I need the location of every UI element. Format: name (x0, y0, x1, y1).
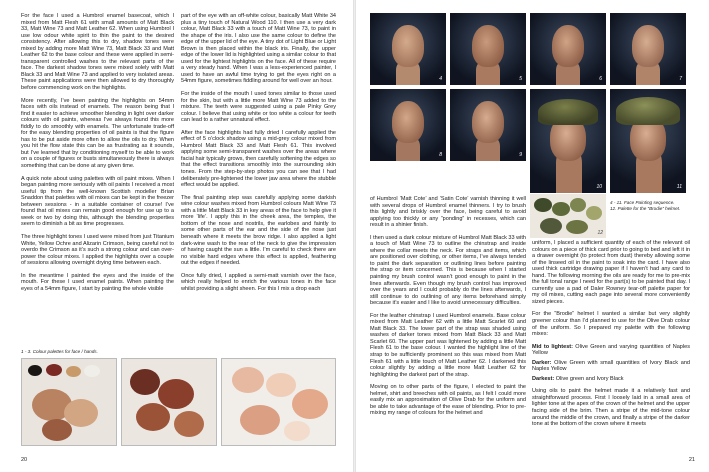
left-column-1 (21, 13, 174, 298)
mix-label: Mid to lightest: (532, 343, 573, 350)
mix-text: Olive Green and varying quantities of Naples Yellow (532, 343, 690, 357)
paragraph: More recently, I’ve been painting the highlights on 54mm faces with oils instead of enamels. The reason being that I find it easier to achieve smoother blending in light over darker colours with oil paints, whereas I’ve always found this more fiddly to do smoothly with enamels. The unfortunate trade-off for the easy blending properties of oil paints is that the figure has to be put aside more often to allow the oils to dry. When you hit the flow state this can be as frustrating as it sounds, but I’ve learned that by conditioning myself to be able to work on a couple of figures or busts simultaneously there is always something that can be done at any given time. (21, 97, 174, 170)
paragraph: For the inside of the mouth I used tones similar to those used for the skin, but with a little more Matt Wine 73 added to the mixture. The teeth were suggested using a pale Pinky Grey colour. I believe that using white or too white a colour for teeth can lead to a rather unnatural effect. (181, 91, 336, 124)
paint-blob (42, 419, 72, 441)
figure-caption: 4 - 11. Face Painting sequence. 12. Palette for the “Brodie” helmet. (610, 200, 681, 211)
paragraph: I then used a dark colour mixture of Humbrol Matt Black 33 with a touch of Matt Wine 73 to outline the chinstrap and inside where the collar meets the neck. For straps and items, which are positioned over clothing, or other items, I’ve always tended to paint the dark separation or outlining lines before painting the strap or item concerned. This is because when I started painting my brush control wasn’t good enough to paint in the lines afterwards. Even though my brush control has improved over the years and I could probably do the lines afterwards, I still continue to do outlining of any items beforehand simply because it’s easier and I like to avoid unnecessary difficulties. (370, 234, 526, 307)
paragraph: Moving on to other parts of the figure, I elected to paint the helmet, shirt and breeches with oil paints, as I felt I could more easily mix an approximation of Olive Drab for the uniform and be able to take advantage of the ease of blending. Prior to pre-mixing my range of colours for the helmet and (370, 384, 526, 417)
face-photo-4: 4 (370, 13, 446, 85)
paragraph: For the “Brodie” helmet I wanted a similar but very slightly greener colour than I’d planned to use for the Olive Drab colour of the uniform. So I prepared my palette with the following mixes: (532, 311, 690, 338)
helmet-palette-photo: 12 (530, 194, 606, 238)
paint-blob (28, 365, 42, 376)
paragraph: Using oils to paint the helmet made it a relatively fast and straightforward process. First I loosely laid in a small area of lighter tone at the apex of the crown of the helmet and the upper facing side of the brim. Then a stripe of the mid-tone colour around the middle of the crown, and finally a stripe of the darker tone at the bottom of the crown where it meets (532, 388, 690, 428)
paint-blob (240, 405, 280, 435)
mix-item (532, 360, 690, 373)
paragraph: A quick note about using palettes with oil paint mixes. When I began painting more seriously with oil paints I received a most useful tip from the well-known Scottish modeller Brian Snaddon that palettes with oil mixes can be kept in the freezer between sessions - in a suitable container of course! I’ve found that oil mixes can remain good enough for use up to a week or two by doing this, although the blending properties seem to diminish a bit as time progresses. (21, 175, 174, 228)
mix-text: Olive green and Ivory Black (555, 375, 624, 382)
paragraph: The three highlight tones I used were mixed from just Titanium White, Yellow Ochre and Alizarin Crimson, being careful not to overdo the Crimson as it’s such a strong colour and can over-power the colour mixes. I applied the highlights over a couple of sessions allowing overnight drying time between each. (21, 233, 174, 267)
paint-blob (570, 198, 586, 212)
paint-blob (552, 202, 570, 216)
palette-photo-2 (121, 358, 217, 446)
mix-item (532, 376, 690, 383)
paragraph: part of the eye with an off-white colour, basically Matt White 34 plus a tiny touch of Natural Wood 110. I then use a very dark colour, Matt Black 33 with a touch of Matt Wine 73, to paint in the shape of the iris. I also use the same colour to define the edge of the upper lid of the eye. A tiny dot of Light Blue or Light Brown is then placed within the black iris. Finally, the upper edge of the lower lid is highlighted using a similar colour to that used for the lightest highlights on the face. All of these require a very steady hand. When I was a less-experienced painter, I used to have an awful time trying to get the eyes right on a 54mm figure, sometimes fiddling around for well over an hour. (181, 13, 336, 85)
page-number: 20 (21, 457, 28, 463)
paint-blob (84, 365, 100, 377)
paragraph: For the face I used a Humbrol enamel basecoat, which I mixed from Matt Flesh 61 with small amounts of Matt Black 33, Matt Wine 73 and Matt Leather 62. When using Humbrol I use low odour white spirit to thin the paint to the desired consistency. After allowing this to dry, shadow tones were mixed by adding more Matt Wine 73, Matt Black 33 and Matt Leather 62 to the base colour and these were applied in semi-transparent controlled washes to the relevant parts of the face. The darkest shadow tones were mixed solely with Matt Black 33 and Matt Wine 73 and applied to very isolated areas. These paint applications were then allowed to dry thoroughly before commencing work on the highlights. (21, 13, 174, 92)
paint-blob (566, 220, 588, 234)
paint-blob (232, 367, 264, 393)
right-column-2 (532, 240, 690, 434)
right-column-1 (370, 196, 526, 423)
palette-photo-1 (21, 358, 117, 446)
figure-caption: 1 - 3. Colour palettes for face / hands. (21, 349, 98, 354)
paragraph: The final painting step was carefully applying some darkish wine colour washes mixed from Humbrol colours Matt Wine 73 with a little Matt Black 33 in key areas of the face to help give it more ‘life’. I apply this in the cheek area, the temples, the bottom of the nose and nostrils, the earlobes and faintly to some other parts of the ear and the side of the nose just beneath where it meets the brow ridge. I also applied a light dark-wine wash to the rear of the neck to give the impression of having caught the sun a little. I’m careful to check there are no visible hard edges where this effect is applied, feathering out the edges if needed. (181, 194, 336, 267)
paint-blob (540, 218, 562, 234)
face-photo-6: 6 (530, 13, 606, 85)
right-page (356, 0, 709, 472)
paragraph: Once fully dried, I applied a semi-matt varnish over the face, which really helped to enrich the various tones in the face whilst providing a slight sheen. For this I mix a drop each (181, 272, 336, 292)
paint-blob (130, 369, 160, 395)
paragraph: For the leather chinstrap I used Humbrol enamels. Base colour mixed from Matt Leather 62 with a little Matt Scarlet 60 and Matt Black 33. The lower part of the strap was shaded using washes of darker tones mixed from Matt Black 33 and Matt Scarlet 60. The upper part was lightened by adding a little Matt Flesh 61 to the base colour. I wanted the highlight line of the strap to be sufficiently prominent so this was mixed from Matt Flesh 61 with a little touch of Matt Leather 62. I darkened this colour slightly by adding a little more Matt Leather 62 for highlighting the darkest part of the strap. (370, 312, 526, 378)
paragraph: uniform, I placed a sufficient quantity of each of the relevant oil colours on a piece of thick card prior to going to bed and left it in a drawer overnight (to protect from dust) thereby allowing some of the linseed oil in the paint to soak into the card. I have also used thick cartridge drawing paper if I haven’t had any card to hand. The following morning the oils are ready for me to pre-mix the full tonal range I need for the part(s) to be painted that day. I currently use a pad of Daler Rowney tear-off palette paper for my oil mixes, cutting each page into several more conveniently sized pieces. (532, 240, 690, 305)
face-photo-10: 10 (530, 89, 606, 193)
paragraph: of Humbrol ‘Matt Cote’ and ‘Satin Cote’ varnish thinning it well with several drops of Humbrol enamel thinners. I try to brush this lightly and briskly over the face, being careful to avoid applying too thickly or any “ponding” in recesses, which can result in a shinier finish. (370, 196, 526, 229)
paint-blob (284, 421, 310, 441)
face-photo-9: 9 (450, 89, 526, 161)
mix-item (532, 344, 690, 357)
mix-label: Darker: (532, 359, 552, 366)
page-number: 21 (688, 457, 695, 463)
face-photo-8: 8 (370, 89, 446, 161)
paint-blob (136, 403, 170, 431)
left-column-2 (181, 13, 336, 298)
face-photo-7: 7 (610, 13, 686, 85)
face-photo-5: 5 (450, 13, 526, 85)
paragraph: In the meantime I painted the eyes and the inside of the mouth. For these I used enamel paints. When painting the eyes of a 54mm figure, I start by painting the whole visible (21, 272, 174, 292)
paint-blob (266, 373, 296, 397)
paint-blob (158, 379, 194, 409)
palette-photo-3 (221, 358, 336, 446)
paint-blob (586, 206, 602, 220)
mix-text: Olive Green with small quantities of Ivory Black and Naples Yellow (532, 359, 691, 373)
paint-blob (174, 411, 204, 437)
face-photo-11: 11 (610, 89, 686, 193)
paint-blob (66, 366, 81, 377)
paragraph: After the face highlights had fully dried I carefully applied the effect of 5 o’clock shadow using a mid-grey colour mixed from Humbrol Matt Black 33 and Matt Flesh 61. This involved applying some semi-transparent washes over the areas where facial hair typically grows, then carefully softening the edges so that the effect transitions smoothly into the surrounding skin tones. From the step-by-step photos you can see that I had deliberately pre-lightened the lower jaw area where the stubble effect would be applied. (181, 129, 336, 189)
paint-blob (292, 389, 328, 419)
mix-label: Darkest: (532, 375, 555, 382)
paint-blob (534, 198, 552, 212)
left-page (0, 0, 353, 472)
paint-blob (46, 364, 62, 376)
